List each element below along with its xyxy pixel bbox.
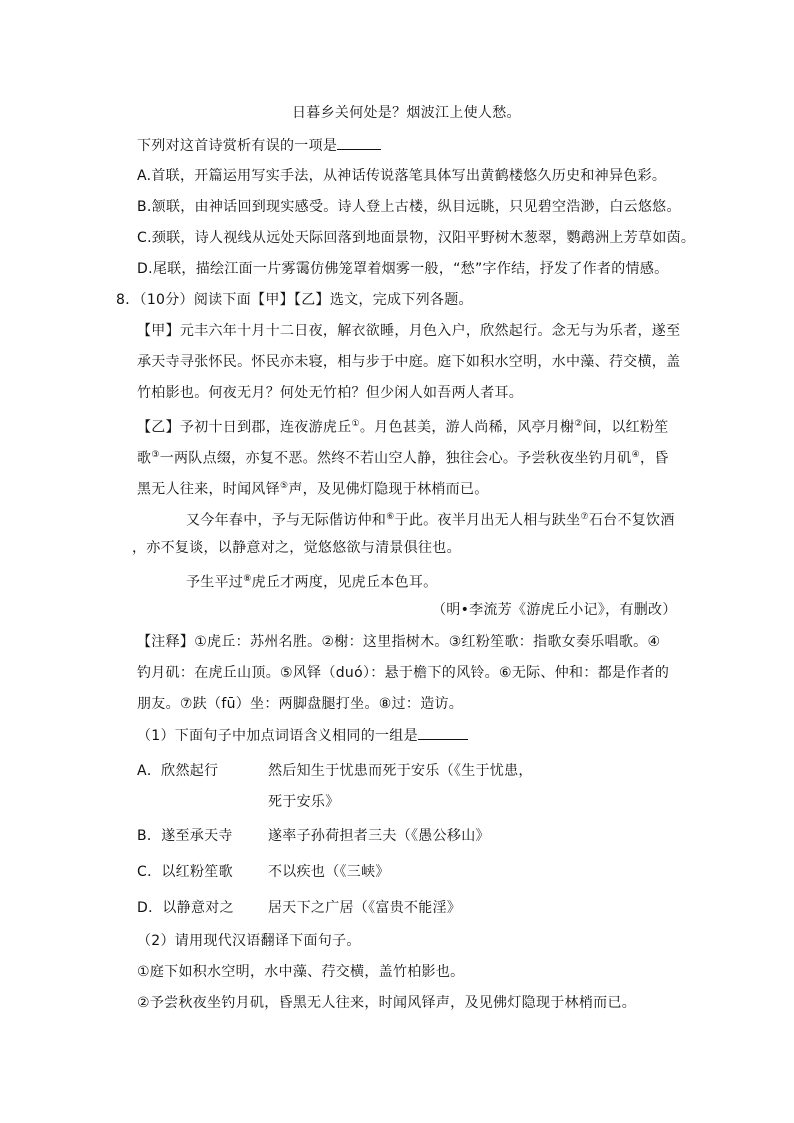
sub1-option-d-text: 居天下之广居（《富贵不能淫》 [268, 900, 462, 916]
sub1-option-b-text: 遂率子孙荷担者三夫（《愚公移山》 [268, 828, 490, 844]
yi-text: 又今年春中，予与无际偕访仲和 [186, 512, 387, 529]
yi-text: 歌 [137, 450, 152, 467]
yi-line-6 [186, 570, 437, 592]
sub1-option-a-text: 然后知生于忧患而死于安乐（《生于忧患， [268, 763, 533, 779]
yi-line-3 [137, 477, 489, 499]
note-marker: ② [574, 419, 583, 429]
yi-text: 黑无人往来，时闻风铎 [137, 481, 280, 498]
yi-text: 间，以红粉笙 [582, 419, 669, 436]
yi-text: 虎丘才两度，见虎丘本色耳。 [251, 574, 438, 591]
notes-line-2: 钓月矶：在虎丘山顶。⑤风铎（duó）：悬于檐下的风铃。⑥无际、仲和：都是作者的 [137, 665, 670, 681]
note-marker: ⑥ [386, 512, 395, 522]
note-marker: ⑧ [243, 574, 252, 584]
yi-text: 予生平过 [186, 574, 244, 591]
q7-option-d: D.尾联，描绘江面一片雾霭仿佛笼罩着烟雾一般，“愁”字作结，抒发了作者的情感。 [137, 261, 669, 277]
poem-last-line: 日暮乡关何处是？烟波江上使人愁。 [292, 105, 521, 121]
yi-text: 于此。夜半月出无人相与趺坐 [394, 512, 581, 529]
yi-text: ，昏 [639, 450, 669, 467]
yi-line-1 [137, 415, 669, 437]
sub1-option-c-label: C．以红粉笙歌 [137, 864, 233, 880]
answer-blank[interactable] [337, 136, 381, 150]
sub1-option-d-label: D．以静意对之 [137, 900, 234, 916]
sub1-option-a-text-cont: 死于安乐》 [268, 794, 340, 810]
q7-option-a: A.首联，开篇运用写实手法，从神话传说落笔具体写出黄鹤楼悠久历史和神异色彩。 [137, 168, 667, 184]
note-marker: ⑤ [280, 481, 289, 491]
source-citation: （明•李流芳《游虎丘小记》，有删改） [432, 602, 677, 618]
q7-option-b: B.颔联，由神话回到现实感受。诗人登上古楼，纵目远眺，只见碧空浩渺，白云悠悠。 [137, 199, 681, 215]
jia-line-3: 竹柏影也。何夜无月？何处无竹柏？但少闲人如吾两人者耳。 [137, 385, 524, 401]
jia-line-2: 承天寺寻张怀民。怀民亦未寝，相与步于中庭。庭下如积水空明，水中藻、荇交横，盖 [137, 354, 681, 370]
q8-header-line [116, 291, 473, 309]
note-marker: ⑦ [580, 512, 589, 522]
sub1-stem [137, 726, 468, 745]
q7-option-c: C.颈联，诗人视线从远处天际回落到地面景物，汉阳平野树木葱翠，鹦鹉洲上芳草如茵。 [137, 230, 696, 246]
q7-stem [137, 136, 381, 155]
sub1-option-b-label: B．遂至承天寺 [137, 828, 233, 844]
sub1-option-a-label: A．欣然起行 [137, 763, 219, 779]
jia-line-1: 【甲】元丰六年十月十二日夜，解衣欲睡，月色入户，欣然起行。念无与为乐者，遂至 [137, 323, 681, 339]
yi-line-5: ，亦不复谈，以静意对之，觉悠悠欲与清景俱往也。 [132, 540, 461, 556]
yi-line-2 [137, 446, 669, 468]
yi-text: 声，及见佛灯隐现于林梢而已。 [288, 481, 489, 498]
yi-text: 石台不复饮酒 [588, 512, 675, 529]
yi-text: 。月色甚美，游人尚稀，风亭月榭 [359, 419, 575, 436]
note-marker: ④ [631, 450, 640, 460]
sub1-option-c-text: 不以疾也（《三峡》 [268, 864, 390, 880]
notes-line-3: 朋友。⑦趺（fū）坐：两脚盘腿打坐。⑧过：造访。 [137, 696, 464, 712]
yi-text: 一两队点缀，亦复不恶。然终不若山空人静，独往会心。予尝秋夜坐钓月矶 [159, 450, 632, 467]
yi-line-4 [186, 508, 675, 530]
sub1-stem-text: （1）下面句子中加点词语含义相同的一组是 [137, 728, 418, 744]
answer-blank[interactable] [418, 726, 468, 740]
q8-number: 8． [116, 292, 140, 308]
yi-text: 【乙】予初十日到郡，连夜游虎丘 [137, 419, 352, 436]
note-marker: ③ [151, 450, 160, 460]
q8-header: （10分）阅读下面【甲】【乙】选文，完成下列各题。 [139, 292, 473, 308]
note-marker: ① [351, 419, 360, 429]
sub2-item-2: ②予尝秋夜坐钓月矶，昏黑无人往来，时闻风铎声，及见佛灯隐现于林梢而已。 [137, 995, 637, 1011]
sub2-stem: （2）请用现代汉语翻译下面句子。 [137, 933, 361, 949]
notes-line-1: 【注释】①虎丘：苏州名胜。②榭：这里指树木。③红粉笙歌：指歌女奏乐唱歌。④ [137, 634, 661, 650]
sub2-item-1: ①庭下如积水空明，水中藻、荇交横，盖竹柏影也。 [137, 964, 465, 980]
q7-stem-text: 下列对这首诗赏析有误的一项是 [137, 138, 338, 154]
